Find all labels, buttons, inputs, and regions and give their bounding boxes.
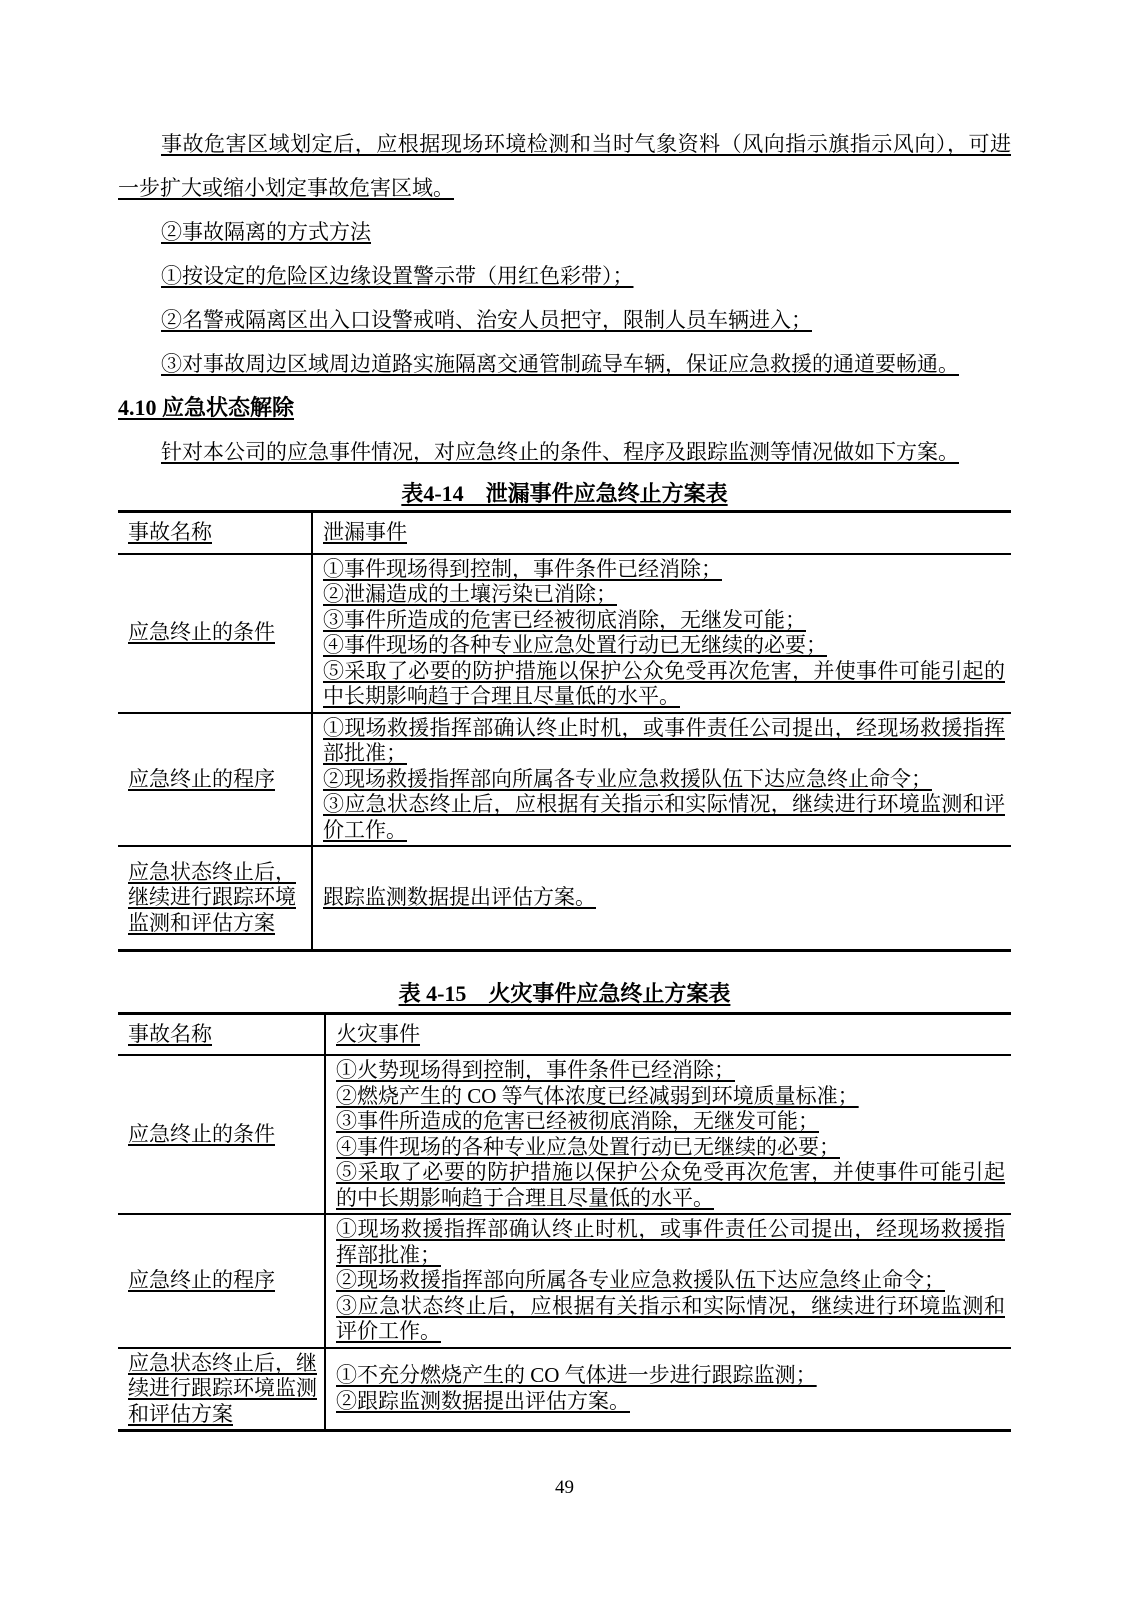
section-heading: 4.10 应急状态解除 (118, 395, 295, 420)
row-label: 应急终止的程序 (128, 1268, 275, 1292)
numbered-item: ④事件现场的各种专业应急处置行动已无继续的必要； (323, 633, 827, 657)
numbered-item: ③应急状态终止后，应根据有关指示和实际情况，继续进行环境监测和评价工作。 (336, 1293, 1005, 1343)
table-4-15 (118, 1012, 1011, 1433)
paragraph-traffic-control: ③对事故周边区域周边道路实施隔离交通管制疏导车辆，保证应急救援的通道要畅通。 (161, 352, 959, 376)
row-content-cell (325, 1013, 1011, 1055)
table-row (118, 1013, 1011, 1055)
table-4-14 (118, 510, 1011, 952)
table-4-15-title: 表 4-15 火灾事件应急终止方案表 (398, 980, 731, 1006)
numbered-item: ②现场救援指挥部向所属各专业应急救援队伍下达应急终止命令； (323, 766, 932, 791)
numbered-item: ③事件所造成的危害已经被彻底消除，无继发可能； (323, 607, 806, 632)
row-label-cell (118, 1214, 325, 1348)
paragraph-warning-tape: ①按设定的危险区边缘设置警示带（用红色彩带）； (161, 264, 634, 288)
row-label-cell (118, 1013, 325, 1055)
row-label-cell (118, 846, 312, 950)
row-label: 应急状态终止后，继续进行跟踪环境监测和评估方案 (128, 859, 296, 935)
paragraph-hazard-area: 事故危害区域划定后，应根据现场环境检测和当时气象资料（风向指示旗指示风向），可进一步扩大或缩小划定事故危害区域。 (118, 132, 1011, 200)
section-intro-paragraph: 针对本公司的应急事件情况，对应急终止的条件、程序及跟踪监测等情况做如下方案。 (161, 440, 959, 464)
numbered-item: ②燃烧产生的 CO 等气体浓度已经减弱到环境质量标准； (336, 1083, 859, 1108)
numbered-item: ①火势现场得到控制，事件条件已经消除； (336, 1058, 735, 1082)
row-label-cell (118, 713, 312, 847)
numbered-item: ②现场救援指挥部向所属各专业应急救援队伍下达应急终止命令； (336, 1268, 945, 1292)
row-label: 应急终止的程序 (128, 766, 275, 791)
page-number: 49 (555, 1477, 574, 1498)
row-label-cell (118, 554, 312, 713)
row-label: 应急终止的条件 (128, 1121, 275, 1146)
numbered-item: ①现场救援指挥部确认终止时机，或事件责任公司提出，经现场救援指挥部批准； (323, 715, 1005, 765)
table-row (118, 554, 1011, 713)
numbered-item: ①事件现场得到控制，事件条件已经消除； (323, 556, 722, 581)
row-content-cell (312, 512, 1011, 554)
row-label-cell (118, 1055, 325, 1214)
numbered-item: ①不充分燃烧产生的 CO 气体进一步进行跟踪监测； (336, 1363, 817, 1388)
numbered-item: ③事件所造成的危害已经被彻底消除，无继发可能； (336, 1109, 819, 1133)
row-content-cell (325, 1348, 1011, 1431)
numbered-item: ②跟踪监测数据提出评估方案。 (336, 1388, 630, 1413)
row-label: 事故名称 (128, 520, 212, 544)
row-content-cell (325, 1055, 1011, 1214)
row-content-cell (325, 1214, 1011, 1348)
row-label: 事故名称 (128, 1021, 212, 1046)
paragraph-guard-posts: ②名警戒隔离区出入口设警戒哨、治安人员把守，限制人员车辆进入； (161, 308, 812, 332)
row-label-cell (118, 512, 312, 554)
table-row (118, 846, 1011, 950)
table-row (118, 512, 1011, 554)
table-row (118, 1055, 1011, 1214)
numbered-item: ⑤采取了必要的防护措施以保护公众免受再次危害，并使事件可能引起的中长期影响趋于合理且尽量低的水平。 (336, 1160, 1005, 1210)
table-cell-text: 跟踪监测数据提出评估方案。 (323, 885, 596, 909)
row-label: 应急状态终止后，继续进行跟踪环境监测和评估方案 (128, 1350, 317, 1426)
table-row (118, 1348, 1011, 1431)
table-cell-text: 火灾事件 (336, 1021, 420, 1046)
row-content-cell (312, 713, 1011, 847)
row-label: 应急终止的条件 (128, 620, 275, 645)
row-content-cell (312, 846, 1011, 950)
numbered-item: ①现场救援指挥部确认终止时机，或事件责任公司提出，经现场救援指挥部批准； (336, 1217, 1005, 1267)
numbered-item: ②泄漏造成的土壤污染已消除； (323, 582, 617, 606)
table-row (118, 713, 1011, 847)
numbered-item: ⑤采取了必要的防护措施以保护公众免受再次危害，并使事件可能引起的中长期影响趋于合理且尽量低的水平。 (323, 658, 1005, 708)
table-4-14-title: 表4-14 泄漏事件应急终止方案表 (401, 481, 728, 506)
row-label-cell (118, 1348, 325, 1431)
row-content-cell (312, 554, 1011, 713)
table-cell-text: 泄漏事件 (323, 520, 407, 544)
numbered-item: ③应急状态终止后，应根据有关指示和实际情况，继续进行环境监测和评价工作。 (323, 792, 1005, 842)
paragraph-isolation-methods: ②事故隔离的方式方法 (161, 220, 371, 244)
numbered-item: ④事件现场的各种专业应急处置行动已无继续的必要； (336, 1134, 840, 1159)
table-row (118, 1214, 1011, 1348)
